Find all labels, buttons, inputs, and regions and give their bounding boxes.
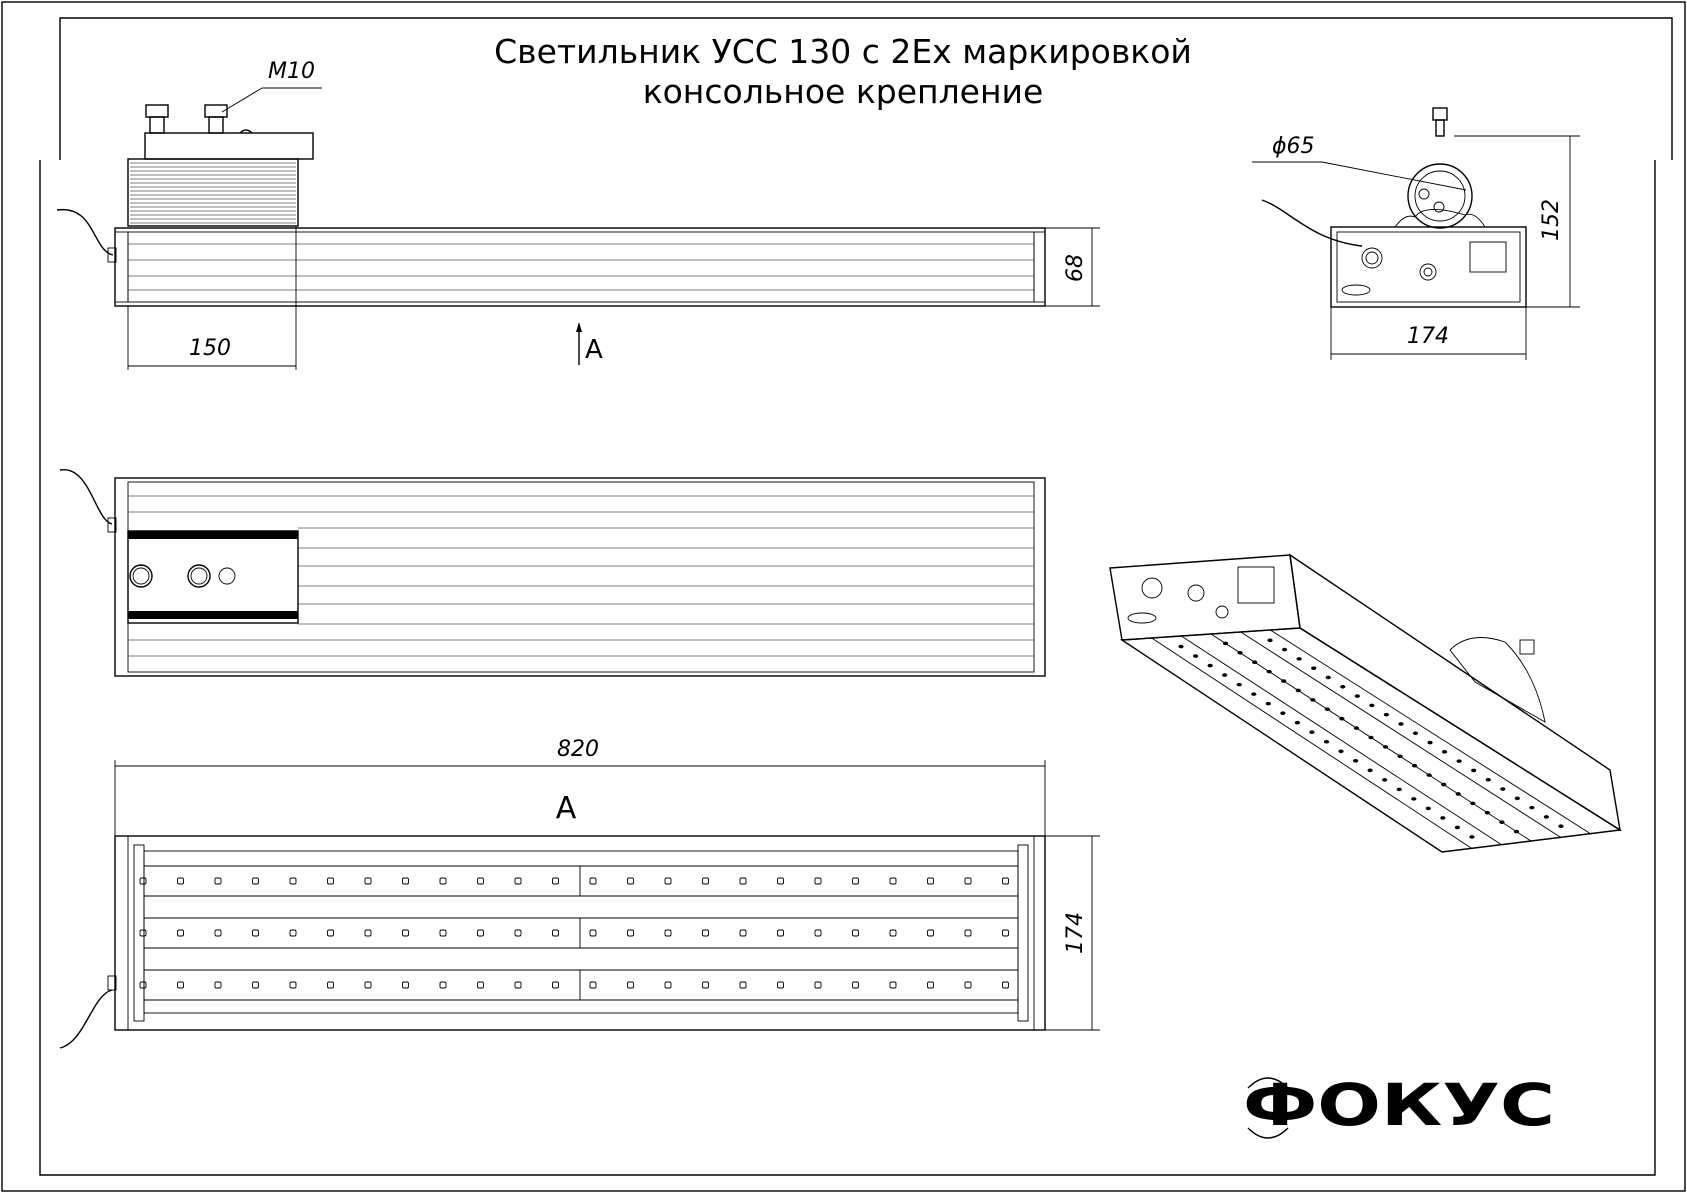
iso-led: [1296, 689, 1301, 693]
led: [890, 878, 896, 884]
iso-led: [1382, 778, 1387, 782]
led: [290, 982, 296, 988]
iso-led: [1325, 707, 1330, 711]
led: [328, 930, 334, 936]
led: [140, 982, 146, 988]
led: [628, 878, 634, 884]
iso-led: [1426, 807, 1431, 811]
iso-led: [1368, 736, 1373, 740]
iso-led: [1500, 787, 1505, 791]
led: [215, 982, 221, 988]
led: [665, 982, 671, 988]
led: [890, 930, 896, 936]
led: [365, 930, 371, 936]
iso-led: [1383, 745, 1388, 749]
led: [440, 878, 446, 884]
led: [628, 930, 634, 936]
led: [928, 982, 934, 988]
clamp-ring: [1408, 164, 1472, 228]
led: [778, 930, 784, 936]
top-view: [60, 470, 1045, 676]
led: [290, 930, 296, 936]
bracket-plate: [145, 133, 313, 159]
iso-led: [1326, 676, 1331, 680]
iso-led: [1237, 651, 1242, 655]
iso-led: [1384, 713, 1389, 717]
led: [515, 982, 521, 988]
iso-rail: [1181, 636, 1501, 845]
iso-led: [1486, 778, 1491, 782]
led: [853, 982, 859, 988]
led: [290, 878, 296, 884]
cable-end: [1262, 200, 1362, 246]
iso-led: [1455, 826, 1460, 830]
led: [253, 982, 259, 988]
iso-rail: [1241, 632, 1561, 837]
iso-led: [1469, 835, 1474, 839]
led: [965, 878, 971, 884]
logo-text: ФОКУС: [1243, 1071, 1555, 1139]
led: [665, 930, 671, 936]
housing-top: [115, 478, 1045, 676]
iso-led: [1413, 731, 1418, 735]
led: [478, 930, 484, 936]
led: [253, 930, 259, 936]
led: [140, 930, 146, 936]
iso-rail: [1270, 630, 1590, 834]
view-a: [60, 737, 1100, 1048]
iso-led: [1558, 824, 1563, 828]
led: [178, 982, 184, 988]
iso-led: [1324, 740, 1329, 744]
led: [515, 878, 521, 884]
led: [553, 930, 559, 936]
led: [815, 878, 821, 884]
iso-led: [1355, 694, 1360, 698]
iso-led: [1251, 692, 1256, 696]
iso-led: [1442, 750, 1447, 754]
iso-led: [1485, 811, 1490, 815]
led: [178, 930, 184, 936]
iso-led: [1457, 759, 1462, 763]
iso-led: [1441, 783, 1446, 787]
dim-diameter: ϕ65: [1272, 134, 1315, 159]
led: [553, 982, 559, 988]
iso-led: [1427, 741, 1432, 745]
led: [965, 930, 971, 936]
dim-end-height: 152: [1539, 199, 1564, 241]
iso-end-face: [1110, 555, 1300, 640]
dim-bracket-length: 150: [189, 336, 231, 361]
cable-side: [57, 210, 113, 255]
led: [965, 982, 971, 988]
led: [403, 878, 409, 884]
led: [590, 982, 596, 988]
iso-led: [1252, 660, 1257, 664]
led: [553, 878, 559, 884]
isometric-view: [1110, 555, 1620, 852]
led: [328, 878, 334, 884]
iso-led: [1353, 759, 1358, 763]
view-marker: A: [585, 335, 603, 365]
iso-led: [1295, 721, 1300, 725]
iso-led: [1368, 769, 1373, 773]
led: [403, 930, 409, 936]
led: [778, 878, 784, 884]
led: [778, 982, 784, 988]
iso-led: [1514, 830, 1519, 834]
led: [853, 930, 859, 936]
led: [1003, 982, 1009, 988]
inner-frame: [40, 160, 1655, 1175]
dim-bottom-width: 174: [1063, 912, 1088, 954]
iso-led: [1223, 642, 1228, 646]
iso-side-face: [1290, 555, 1620, 830]
iso-led: [1397, 755, 1402, 759]
title-line-1: Светильник УСС 130 с 2Ex маркировкой: [494, 32, 1192, 71]
led: [478, 982, 484, 988]
iso-led: [1339, 717, 1344, 721]
led: [928, 878, 934, 884]
iso-led: [1411, 797, 1416, 801]
iso-led: [1427, 773, 1432, 777]
led: [628, 982, 634, 988]
end-view: [1252, 108, 1580, 360]
iso-led: [1397, 788, 1402, 792]
led: [178, 878, 184, 884]
thread-label: M10: [268, 59, 315, 84]
iso-bracket: [1450, 638, 1545, 723]
led: [365, 982, 371, 988]
iso-led: [1282, 648, 1287, 652]
led: [440, 982, 446, 988]
led: [815, 930, 821, 936]
led: [590, 930, 596, 936]
iso-led: [1309, 730, 1314, 734]
iso-led: [1515, 797, 1520, 801]
hole-top: [219, 568, 235, 584]
led: [478, 878, 484, 884]
iso-led: [1470, 802, 1475, 806]
led: [403, 982, 409, 988]
led: [703, 930, 709, 936]
led: [215, 930, 221, 936]
cable-top: [60, 470, 112, 524]
bolt-left: [146, 105, 168, 133]
led: [703, 982, 709, 988]
led: [928, 930, 934, 936]
iso-led: [1499, 820, 1504, 824]
led-rows: [140, 866, 1018, 1000]
led: [740, 930, 746, 936]
led: [665, 878, 671, 884]
led: [215, 878, 221, 884]
iso-led: [1267, 638, 1272, 642]
led: [853, 878, 859, 884]
iso-led: [1456, 792, 1461, 796]
iso-led: [1237, 683, 1242, 687]
iso-led: [1398, 722, 1403, 726]
led: [140, 878, 146, 884]
iso-led: [1354, 726, 1359, 730]
led: [740, 878, 746, 884]
iso-led: [1193, 654, 1198, 658]
iso-led: [1311, 666, 1316, 670]
iso-led: [1529, 806, 1534, 810]
iso-led: [1178, 645, 1183, 649]
dim-end-width: 174: [1407, 324, 1449, 349]
iso-led: [1208, 664, 1213, 668]
led: [365, 878, 371, 884]
iso-led: [1281, 679, 1286, 683]
housing-side: [115, 228, 1045, 306]
iso-led: [1266, 702, 1271, 706]
led: [815, 982, 821, 988]
led: [253, 878, 259, 884]
logo: [1243, 1071, 1555, 1139]
iso-led: [1310, 698, 1315, 702]
bolt-right: [205, 105, 227, 133]
led: [740, 982, 746, 988]
led: [328, 982, 334, 988]
iso-led: [1280, 711, 1285, 715]
end-bolt: [1433, 108, 1447, 120]
heatsink-fins: [128, 159, 298, 226]
iso-led: [1297, 657, 1302, 661]
iso-led: [1471, 769, 1476, 773]
iso-led: [1267, 670, 1272, 674]
iso-led: [1440, 816, 1445, 820]
dim-total-length: 820: [557, 737, 599, 762]
iso-led: [1544, 815, 1549, 819]
led: [703, 878, 709, 884]
iso-led: [1369, 704, 1374, 708]
cable-bottom: [60, 990, 112, 1048]
title-line-2: консольное крепление: [642, 72, 1044, 111]
iso-led: [1340, 685, 1345, 689]
bracket-top: [128, 531, 298, 623]
led: [1003, 930, 1009, 936]
led: [440, 930, 446, 936]
iso-led: [1412, 764, 1417, 768]
led: [1003, 878, 1009, 884]
iso-led: [1338, 749, 1343, 753]
iso-led: [1222, 673, 1227, 677]
led: [890, 982, 896, 988]
led: [515, 930, 521, 936]
dim-side-height: 68: [1063, 254, 1088, 282]
iso-rail: [1152, 638, 1472, 848]
view-title: A: [555, 791, 577, 826]
led: [590, 878, 596, 884]
